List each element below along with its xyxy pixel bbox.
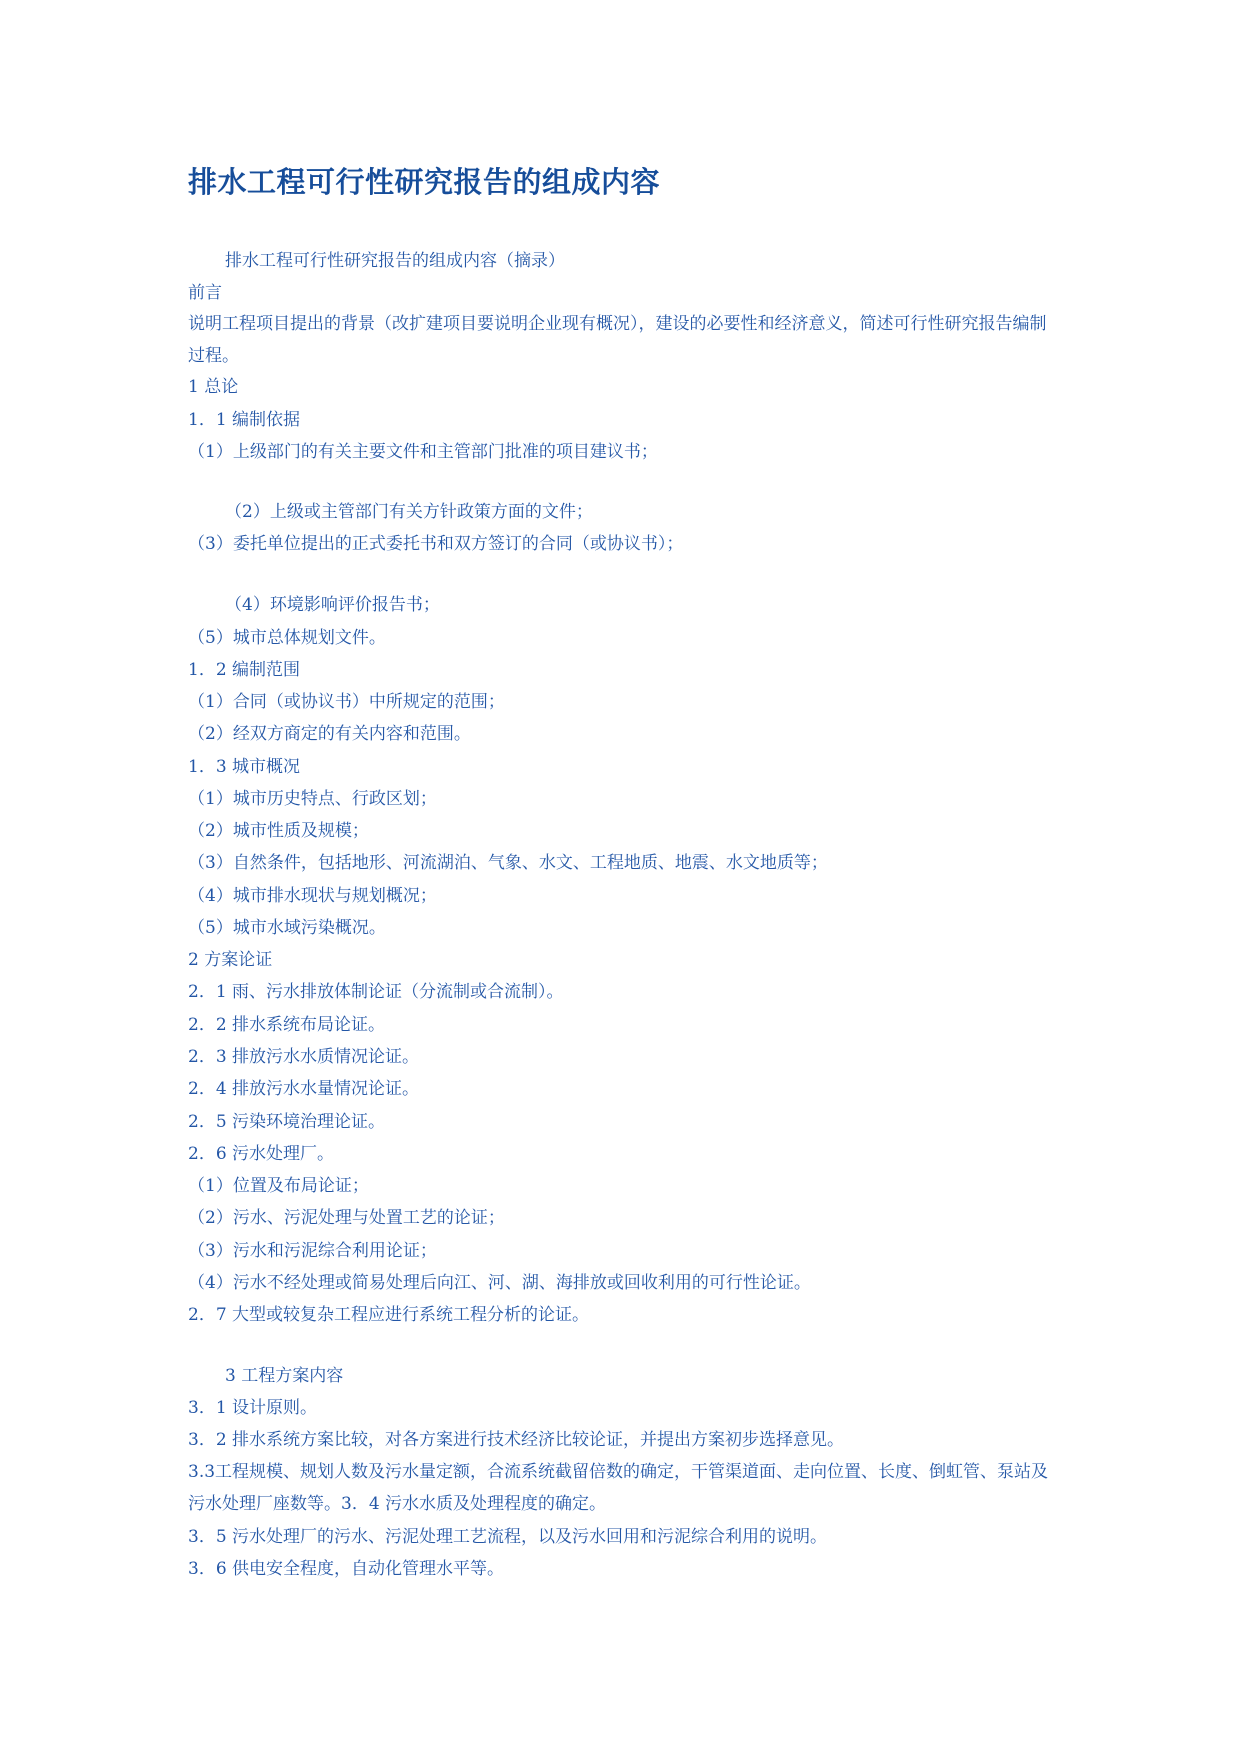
section-heading: 2 方案论证 <box>188 950 273 970</box>
preface-heading: 前言 <box>188 283 222 303</box>
list-item: （3）自然条件，包括地形、河流湖泊、气象、水文、工程地质、地震、水文地质等； <box>188 853 828 873</box>
section-heading: 1 总论 <box>188 377 239 397</box>
list-item: （3）委托单位提出的正式委托书和双方签订的合同（或协议书）； <box>188 534 684 554</box>
list-item: （1）上级部门的有关主要文件和主管部门批准的项目建议书； <box>188 442 658 462</box>
list-item: （2）经双方商定的有关内容和范围。 <box>188 724 471 744</box>
section-heading: 3 工程方案内容 <box>225 1366 344 1386</box>
list-item: （1）城市历史特点、行政区划； <box>188 789 437 809</box>
subsection-heading: 1．3 城市概况 <box>188 757 301 777</box>
subsection-item: 2．6 污水处理厂。 <box>188 1144 335 1164</box>
subsection-heading: 1．1 编制依据 <box>188 410 301 430</box>
subsection-item: 3．2 排水系统方案比较，对各方案进行技术经济比较论证，并提出方案初步选择意见。 <box>188 1430 845 1450</box>
preface-paragraph: 说明工程项目提出的背景（改扩建项目要说明企业现有概况），建设的必要性和经济意义，简述可行性研究报告编制过程。 <box>188 314 1047 366</box>
subsection-item: 2．4 排放污水水量情况论证。 <box>188 1079 420 1099</box>
subsection-item: 3．6 供电安全程度，自动化管理水平等。 <box>188 1559 505 1579</box>
list-item: （4）污水不经处理或简易处理后向江、河、湖、海排放或回收利用的可行性论证。 <box>188 1273 811 1293</box>
subtitle-line: 排水工程可行性研究报告的组成内容（摘录） <box>225 251 565 271</box>
subsection-item: 3.3工程规模、规划人数及污水量定额，合流系统截留倍数的确定，干管渠道面、走向位置、长度、倒虹管、泵站及污水处理厂座数等。3．4 污水水质及处理程度的确定。 <box>188 1462 1049 1514</box>
list-item: （5）城市水域污染概况。 <box>188 918 386 938</box>
list-item: （5）城市总体规划文件。 <box>188 628 386 648</box>
subsection-item: 2．1 雨、污水排放体制论证（分流制或合流制）。 <box>188 982 564 1002</box>
list-item: （1）合同（或协议书）中所规定的范围； <box>188 692 505 712</box>
document-title: 排水工程可行性研究报告的组成内容 <box>188 165 661 199</box>
subsection-item: 2．2 排水系统布局论证。 <box>188 1015 386 1035</box>
list-item: （2）城市性质及规模； <box>188 821 369 841</box>
subsection-item: 2．7 大型或较复杂工程应进行系统工程分析的论证。 <box>188 1305 590 1325</box>
subsection-item: 3．1 设计原则。 <box>188 1398 318 1418</box>
list-item: （2）污水、污泥处理与处置工艺的论证； <box>188 1208 505 1228</box>
list-item: （1）位置及布局论证； <box>188 1176 369 1196</box>
list-item: （4）城市排水现状与规划概况； <box>188 886 437 906</box>
subsection-item: 2．3 排放污水水质情况论证。 <box>188 1047 420 1067</box>
subsection-item: 3．5 污水处理厂的污水、污泥处理工艺流程，以及污水回用和污泥综合利用的说明。 <box>188 1527 828 1547</box>
list-item: （4）环境影响评价报告书； <box>225 595 440 615</box>
list-item: （2）上级或主管部门有关方针政策方面的文件； <box>225 502 593 522</box>
list-item: （3）污水和污泥综合利用论证； <box>188 1241 437 1261</box>
subsection-heading: 1．2 编制范围 <box>188 660 301 680</box>
subsection-item: 2．5 污染环境治理论证。 <box>188 1112 386 1132</box>
